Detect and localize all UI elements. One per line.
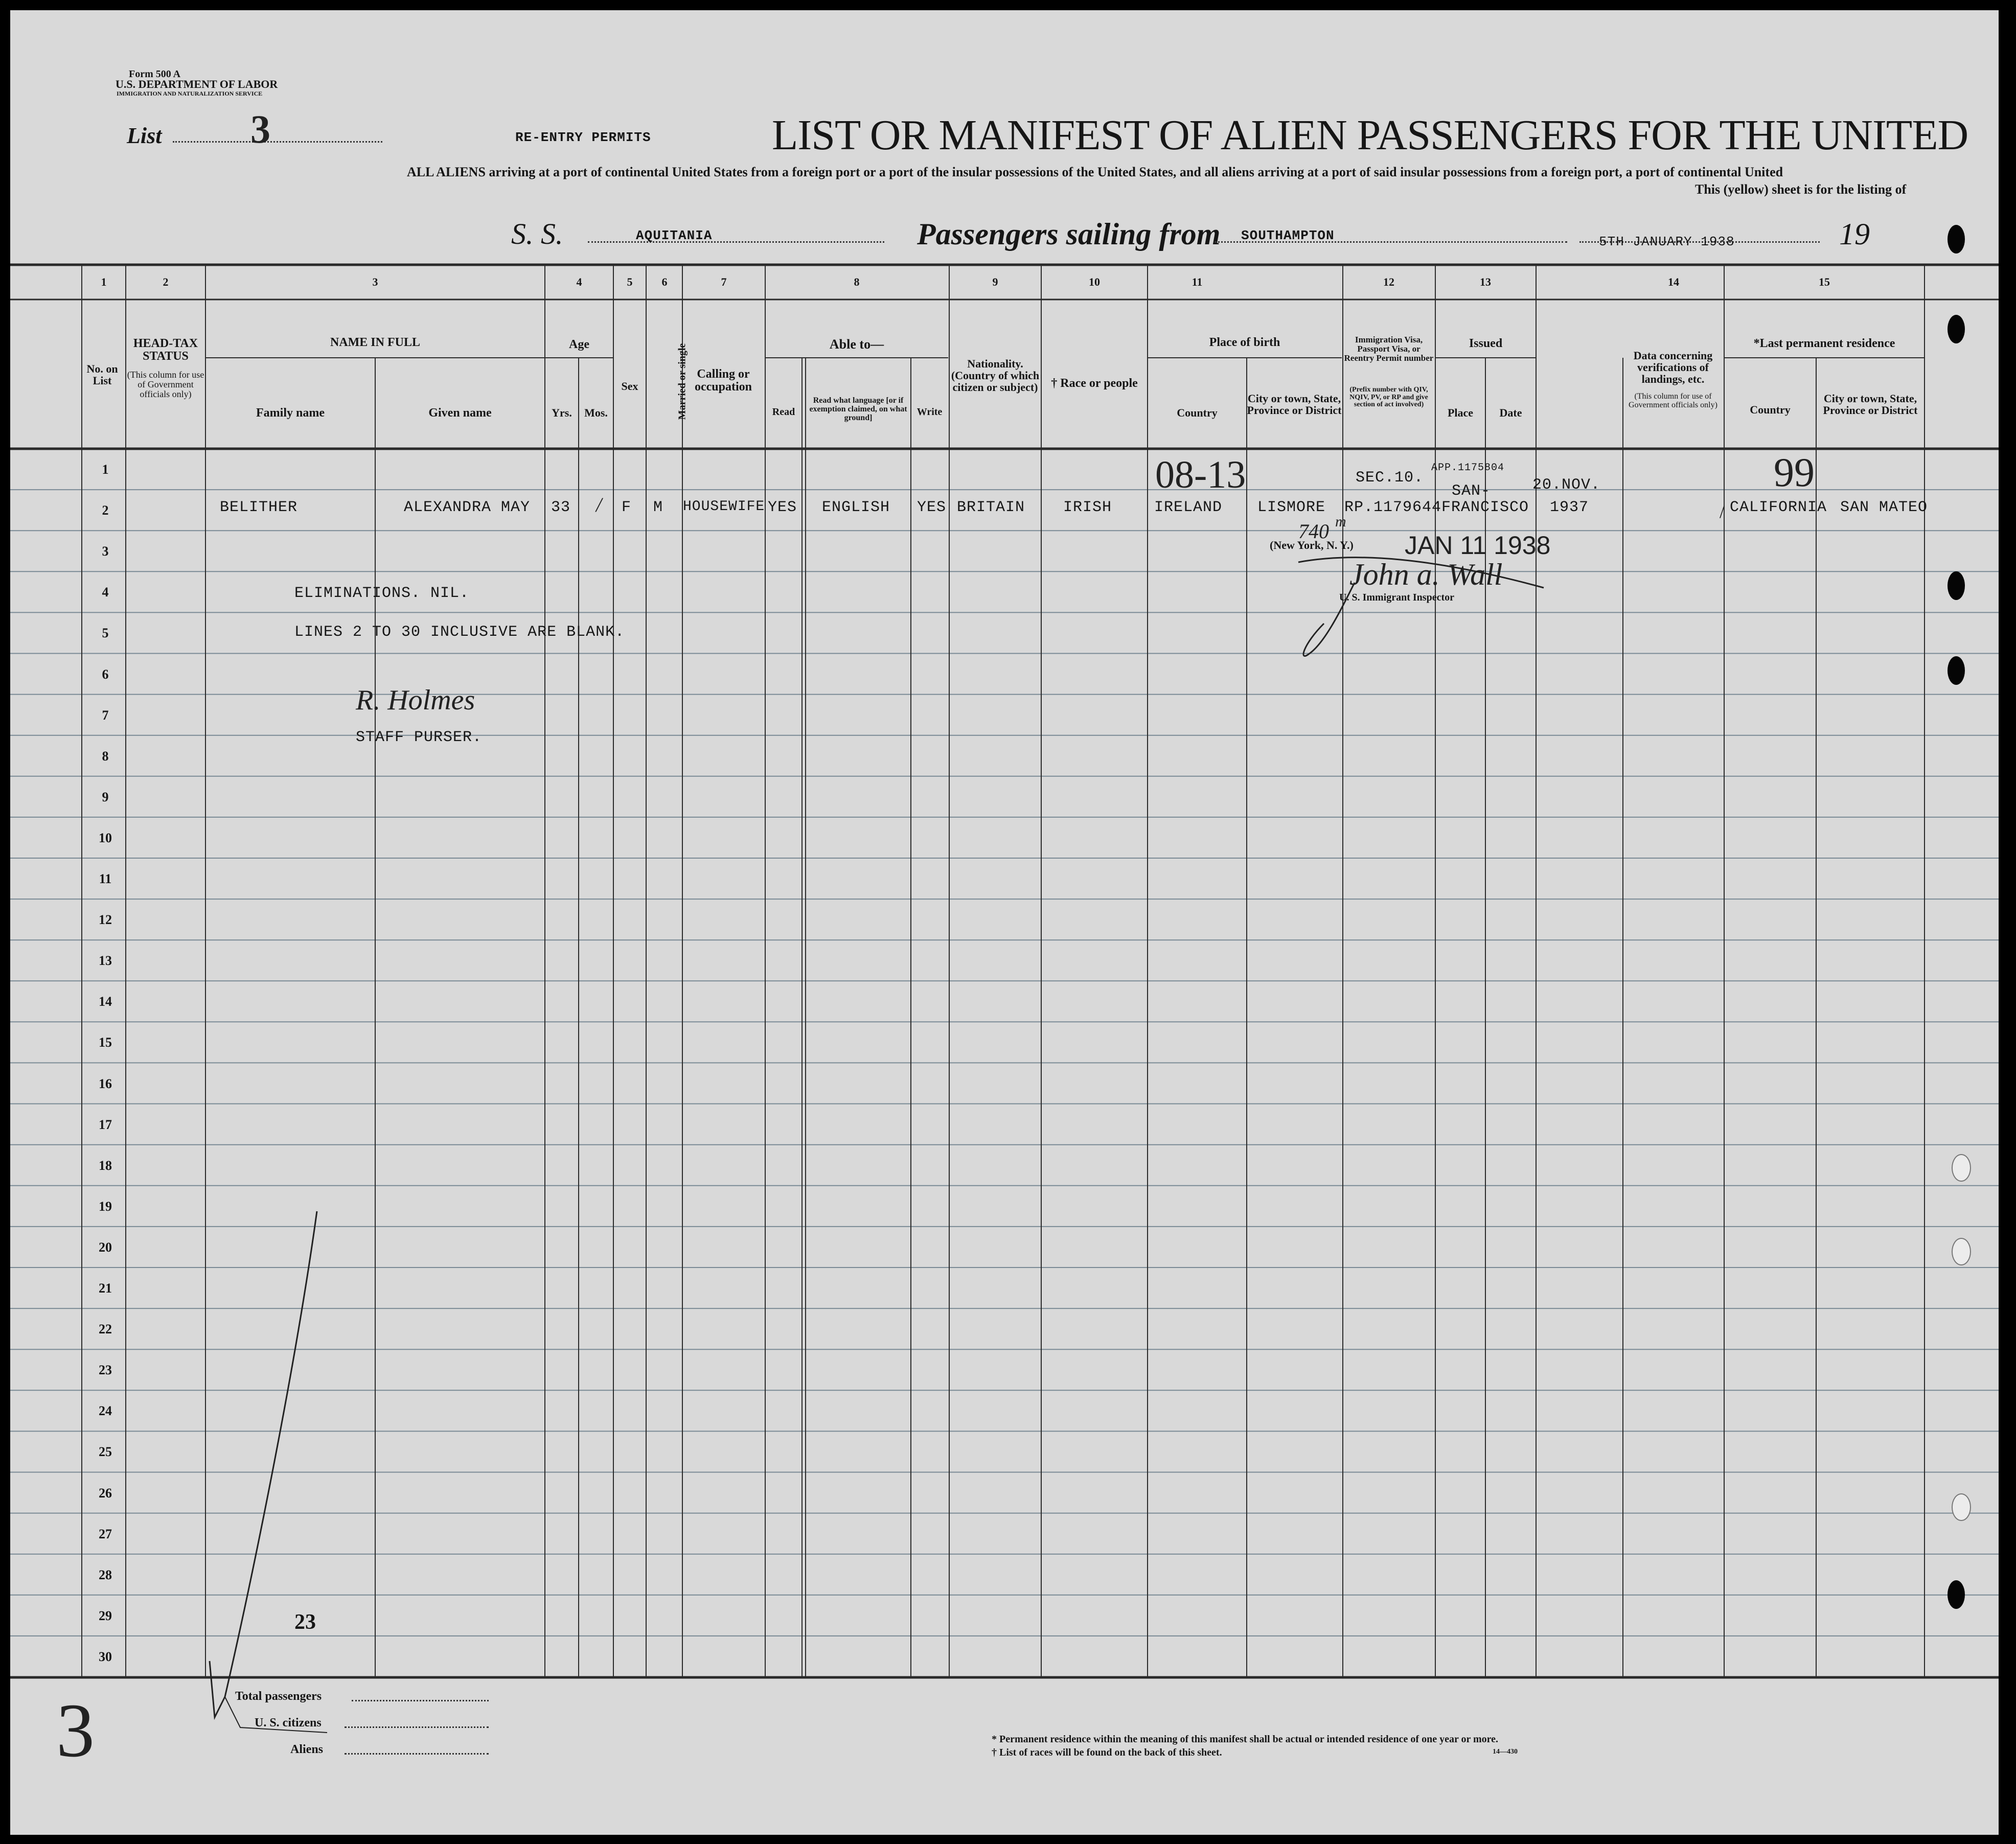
list-line — [173, 129, 382, 143]
row-number: 15 — [99, 1035, 112, 1050]
manifest-subtitle-1: ALL ALIENS arriving at a port of continental United States from a foreign port or a port of the insular possessions of the United States, and all aliens arriving at a port of said insular possessions from a foreign port, a port of continental United — [407, 165, 1783, 179]
punch-hole — [1948, 225, 1965, 253]
row-number: 20 — [99, 1239, 112, 1255]
sex-cell: F — [622, 499, 632, 516]
header-nationality: Nationality. (Country of which citizen or subject) — [951, 357, 1040, 394]
total-passengers-line — [352, 1693, 489, 1701]
purser-title: STAFF PURSER. — [356, 729, 483, 746]
birth-city-cell: LISMORE — [1257, 499, 1326, 516]
count-annotation: 23 — [294, 1610, 316, 1634]
punch-hole — [1948, 656, 1965, 685]
column-number: 15 — [1819, 275, 1830, 288]
family-name-cell: BELITHER — [220, 499, 298, 516]
punch-hole — [1948, 571, 1965, 600]
column-number: 4 — [576, 275, 582, 288]
column-number: 3 — [372, 275, 378, 288]
row-number: 13 — [99, 953, 112, 969]
header-yrs: Yrs. — [552, 406, 572, 419]
res-country-cell: CALIFORNIA — [1730, 499, 1827, 516]
header-head-tax-note: (This column for use of Government officials only) — [127, 370, 204, 399]
column-number: 10 — [1089, 275, 1100, 288]
ship-name: AQUITANIA — [636, 228, 713, 243]
header-birth-city: City or town, State, Province or District — [1247, 392, 1342, 417]
sailing-label: Passengers sailing from — [917, 217, 1221, 251]
language-cell: ENGLISH — [822, 499, 890, 516]
given-name-cell: ALEXANDRA MAY — [404, 499, 531, 516]
margin-mark: 3 — [56, 1688, 95, 1773]
issued-place-2: FRANCISCO — [1441, 499, 1529, 516]
row-number: 5 — [102, 626, 109, 641]
header-calling: Calling or occupation — [694, 367, 752, 394]
department-label: U.S. DEPARTMENT OF LABOR — [116, 78, 278, 90]
row-number: 30 — [99, 1649, 112, 1664]
column-number: 11 — [1192, 275, 1203, 288]
ss-label: S. S. — [511, 217, 563, 250]
punch-hole — [1952, 1238, 1971, 1265]
list-number: 3 — [250, 107, 270, 151]
header-write: Write — [917, 406, 943, 418]
row-number: 17 — [99, 1117, 112, 1132]
marital-cell: M — [653, 499, 663, 516]
age-months-cell: / — [596, 493, 602, 516]
header-issued: Issued — [1469, 337, 1503, 350]
row-number: 16 — [99, 1076, 112, 1091]
row-number: 27 — [99, 1526, 112, 1541]
row-number: 22 — [99, 1322, 112, 1337]
column-number: 6 — [661, 275, 668, 288]
list-label: List — [127, 123, 162, 148]
total-passengers-label: Total passengers — [235, 1690, 322, 1703]
manifest-subtitle-2: This (yellow) sheet is for the listing of — [1695, 182, 1907, 197]
blank-lines-note: LINES 2 TO 30 INCLUSIVE ARE BLANK. — [294, 624, 625, 641]
residence-footnote: * Permanent residence within the meaning of this manifest shall be actual or intended residence of one year or more. — [992, 1734, 1499, 1745]
header-last-residence: *Last permanent residence — [1753, 337, 1895, 350]
row-number: 26 — [99, 1485, 112, 1501]
row-number: 25 — [99, 1444, 112, 1460]
stamp-place: (New York, N. Y.) — [1270, 539, 1354, 551]
pencil-stroke — [194, 1206, 327, 1738]
row-number: 28 — [99, 1567, 112, 1582]
signature-flourish — [1278, 552, 1564, 664]
visa-section-cell: SEC.10. — [1356, 469, 1424, 487]
write-cell: YES — [917, 499, 947, 516]
row-number: 3 — [102, 544, 109, 559]
read-cell: YES — [768, 499, 797, 516]
manifest-sheet — [10, 10, 1999, 1835]
header-mos: Mos. — [584, 406, 608, 419]
row-number: 24 — [99, 1403, 112, 1419]
header-verifications-note: (This column for use of Government officials only) — [1629, 392, 1717, 409]
birth-country-cell: IRELAND — [1154, 499, 1223, 516]
header-verifications: Data concerning verifications of landings, etc. — [1633, 349, 1713, 386]
purser-signature: R. Holmes — [356, 684, 475, 716]
header-read-language: Read what language [or if exemption claimed, on what ground] — [809, 396, 907, 422]
row-number: 7 — [102, 707, 109, 723]
header-issued-date: Date — [1499, 406, 1522, 419]
stamp-suffix: m — [1335, 513, 1346, 530]
issued-date-2: 1937 — [1550, 499, 1589, 516]
header-race: † Race or people — [1051, 377, 1138, 390]
row-number: 9 — [102, 789, 109, 804]
header-res-country: Country — [1750, 403, 1791, 416]
row-number: 2 — [102, 503, 109, 518]
header-able-to: Able to— — [829, 337, 884, 352]
service-label: IMMIGRATION AND NATURALIZATION SERVICE — [117, 90, 263, 97]
column-number: 5 — [627, 275, 633, 288]
column-number: 2 — [163, 275, 169, 288]
row-number: 10 — [99, 830, 112, 845]
row-number: 18 — [99, 1158, 112, 1173]
header-family-name: Family name — [256, 406, 325, 420]
column-number: 7 — [721, 275, 727, 288]
races-footnote: † List of races will be found on the back of this sheet. — [992, 1747, 1222, 1758]
us-citizens-line — [345, 1719, 489, 1728]
issued-date-1: 20.NOV. — [1532, 476, 1601, 494]
row-number: 29 — [99, 1608, 112, 1623]
punch-hole — [1948, 1580, 1965, 1609]
header-visa-note: (Prefix number with QIV, NQIV, PV, or RP and give section of act involved) — [1349, 386, 1428, 409]
row-number: 4 — [102, 585, 109, 600]
header-no-on-list: No. on List — [86, 362, 118, 387]
row-number: 12 — [99, 912, 112, 928]
header-res-city: City or town, State, Province or District — [1823, 392, 1918, 417]
header-issued-place: Place — [1447, 406, 1474, 419]
header-visa: Immigration Visa, Passport Visa, or Reentry Permit number — [1344, 335, 1434, 363]
row-number: 23 — [99, 1363, 112, 1378]
res-city-cell: SAN MATEO — [1840, 499, 1928, 516]
sailing-date: 5TH JANUARY 1938 — [1599, 234, 1735, 249]
age-years-cell: 33 — [551, 499, 571, 516]
column-number: 13 — [1480, 275, 1491, 288]
punch-hole — [1952, 1493, 1971, 1521]
row-number: 14 — [99, 994, 112, 1009]
aliens-line — [345, 1746, 489, 1755]
column-number: 12 — [1383, 275, 1394, 288]
birth-annotation: 08-13 — [1155, 453, 1246, 496]
issued-place-1: SAN- — [1452, 482, 1491, 500]
punch-hole — [1952, 1154, 1971, 1182]
race-cell: IRISH — [1063, 499, 1112, 516]
eliminations-note: ELIMINATIONS. NIL. — [294, 585, 470, 602]
aliens-label: Aliens — [290, 1743, 324, 1756]
nationality-cell: BRITAIN — [957, 499, 1025, 516]
visa-number-cell: RP.1179644 — [1344, 499, 1442, 516]
header-name-in-full: NAME IN FULL — [330, 336, 420, 349]
row-number: 6 — [102, 666, 109, 682]
header-read: Read — [772, 406, 795, 418]
header-head-tax: HEAD-TAX STATUS — [133, 337, 198, 363]
visa-app-cell: APP.1175804 — [1431, 462, 1505, 474]
form-code: 14—430 — [1493, 1748, 1518, 1756]
column-number: 9 — [992, 275, 998, 288]
reentry-permits-label: RE-ENTRY PERMITS — [515, 130, 651, 145]
inspector-title: U. S. Immigrant Inspector — [1339, 592, 1454, 603]
manifest-title: LIST OR MANIFEST OF ALIEN PASSENGERS FOR THE UNITED — [772, 111, 1968, 159]
column-number: 8 — [854, 275, 860, 288]
row-number: 1 — [102, 462, 109, 477]
row-number: 11 — [99, 871, 112, 886]
row-number: 8 — [102, 748, 109, 764]
punch-hole — [1948, 315, 1965, 343]
row-number: 19 — [99, 1198, 112, 1214]
header-place-of-birth: Place of birth — [1209, 336, 1280, 349]
inspector-signature: John a. Wall — [1349, 558, 1503, 591]
header-given-name: Given name — [428, 406, 492, 420]
header-married-single: Married or single — [676, 343, 688, 420]
header-sex: Sex — [621, 380, 638, 393]
us-citizens-label: U. S. citizens — [255, 1716, 322, 1730]
header-birth-country: Country — [1177, 406, 1218, 419]
year-prefix: 19 — [1839, 217, 1870, 251]
ship-line — [588, 231, 884, 243]
residence-tick: / — [1720, 501, 1725, 522]
column-number: 1 — [101, 275, 107, 288]
row-number: 21 — [99, 1281, 112, 1296]
occupation-cell: HOUSEWIFE — [683, 499, 765, 515]
departure-port: SOUTHAMPTON — [1241, 228, 1335, 243]
column-number: 14 — [1668, 275, 1679, 288]
stamp-date: JAN 11 1938 — [1405, 531, 1551, 560]
residence-annotation: 99 — [1774, 450, 1815, 495]
stamp-number: 740 — [1298, 520, 1329, 543]
header-age: Age — [569, 338, 589, 351]
form-number: Form 500 A — [129, 68, 181, 80]
